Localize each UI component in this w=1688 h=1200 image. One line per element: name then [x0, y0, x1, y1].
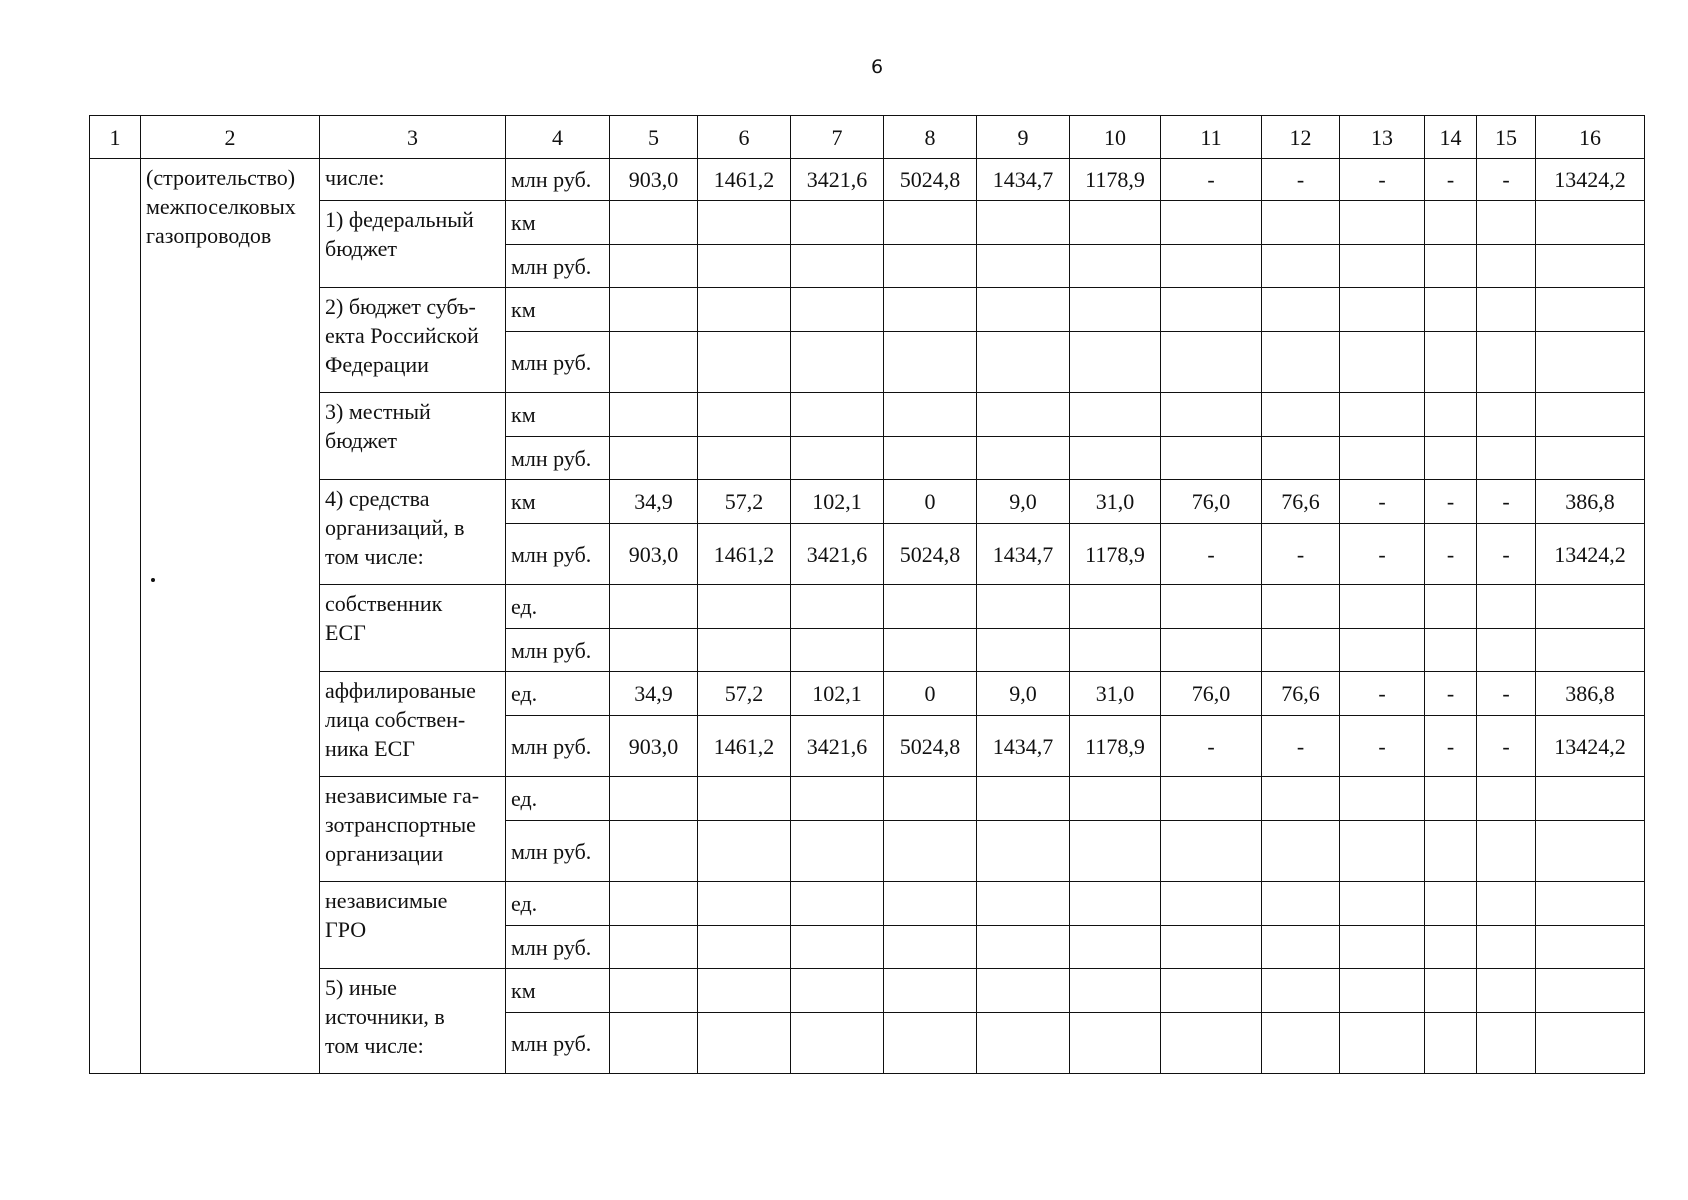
value-cell [977, 585, 1070, 629]
value-cell [1340, 437, 1425, 480]
value-cell [1070, 821, 1161, 882]
unit-cell: км [506, 288, 610, 332]
value-cell [1477, 777, 1536, 821]
header-cell: 7 [791, 116, 884, 159]
value-cell: - [1262, 524, 1340, 585]
value-cell [1262, 882, 1340, 926]
value-cell [1536, 201, 1645, 245]
value-cell [1477, 969, 1536, 1013]
table-row [90, 201, 1645, 245]
source-label-cell: аффилированые лица собствен- ника ЕСГ [320, 672, 506, 777]
value-cell [1425, 777, 1477, 821]
value-cell [1477, 332, 1536, 393]
value-cell [1070, 882, 1161, 926]
value-cell [977, 245, 1070, 288]
value-cell [1070, 777, 1161, 821]
value-cell [1425, 1013, 1477, 1074]
unit-cell: млн руб. [506, 821, 610, 882]
value-cell: 1434,7 [977, 716, 1070, 777]
value-cell [1536, 882, 1645, 926]
value-cell [698, 201, 791, 245]
value-cell [1477, 882, 1536, 926]
value-cell [1262, 821, 1340, 882]
value-cell [1536, 393, 1645, 437]
value-cell [698, 882, 791, 926]
value-cell: 13424,2 [1536, 159, 1645, 201]
value-cell [1262, 245, 1340, 288]
value-cell: 76,0 [1161, 672, 1262, 716]
value-cell [1425, 926, 1477, 969]
value-cell [610, 245, 698, 288]
value-cell [1161, 245, 1262, 288]
value-cell: - [1477, 480, 1536, 524]
table-row [90, 480, 1645, 524]
value-cell [1425, 882, 1477, 926]
value-cell [610, 629, 698, 672]
value-cell: - [1161, 716, 1262, 777]
value-cell [884, 969, 977, 1013]
value-cell [1340, 629, 1425, 672]
value-cell [884, 201, 977, 245]
value-cell [698, 393, 791, 437]
value-cell [1070, 332, 1161, 393]
value-cell [977, 969, 1070, 1013]
source-label-cell: 3) местный бюджет [320, 393, 506, 480]
unit-cell: млн руб. [506, 716, 610, 777]
value-cell [884, 245, 977, 288]
value-cell [1340, 245, 1425, 288]
value-cell: - [1340, 672, 1425, 716]
value-cell [1340, 288, 1425, 332]
header-cell: 1 [90, 116, 141, 159]
value-cell [1536, 437, 1645, 480]
unit-cell: млн руб. [506, 245, 610, 288]
value-cell [1340, 393, 1425, 437]
stray-dot-mark [151, 578, 155, 582]
value-cell [1477, 1013, 1536, 1074]
value-cell [610, 437, 698, 480]
table-row [90, 672, 1645, 716]
value-cell: 102,1 [791, 480, 884, 524]
value-cell [1477, 821, 1536, 882]
value-cell [1262, 969, 1340, 1013]
header-cell: 5 [610, 116, 698, 159]
value-cell [884, 926, 977, 969]
value-cell [977, 926, 1070, 969]
value-cell [610, 969, 698, 1013]
value-cell [1161, 585, 1262, 629]
value-cell: 3421,6 [791, 716, 884, 777]
value-cell [977, 629, 1070, 672]
value-cell [1262, 393, 1340, 437]
value-cell [610, 882, 698, 926]
value-cell: 0 [884, 672, 977, 716]
header-cell: 4 [506, 116, 610, 159]
value-cell [791, 882, 884, 926]
value-cell [791, 585, 884, 629]
value-cell [1477, 629, 1536, 672]
source-label-cell: 4) средства организаций, в том числе: [320, 480, 506, 585]
value-cell: - [1262, 159, 1340, 201]
value-cell: 1461,2 [698, 159, 791, 201]
value-cell: 5024,8 [884, 716, 977, 777]
table-row [90, 777, 1645, 821]
value-cell [791, 393, 884, 437]
value-cell [977, 777, 1070, 821]
unit-cell: км [506, 393, 610, 437]
table-row [90, 882, 1645, 926]
value-cell [884, 777, 977, 821]
value-cell [1070, 1013, 1161, 1074]
value-cell: 34,9 [610, 480, 698, 524]
value-cell: 1461,2 [698, 524, 791, 585]
value-cell: 903,0 [610, 159, 698, 201]
value-cell [1536, 245, 1645, 288]
value-cell [1477, 585, 1536, 629]
value-cell [1161, 332, 1262, 393]
value-cell [1161, 393, 1262, 437]
value-cell: 31,0 [1070, 480, 1161, 524]
unit-cell: км [506, 969, 610, 1013]
value-cell: - [1477, 672, 1536, 716]
header-cell: 9 [977, 116, 1070, 159]
value-cell [698, 1013, 791, 1074]
unit-cell: км [506, 201, 610, 245]
value-cell [610, 585, 698, 629]
value-cell [791, 629, 884, 672]
unit-cell: ед. [506, 672, 610, 716]
unit-cell: млн руб. [506, 332, 610, 393]
header-cell: 13 [1340, 116, 1425, 159]
value-cell [1161, 288, 1262, 332]
value-cell: - [1477, 524, 1536, 585]
unit-cell: млн руб. [506, 159, 610, 201]
header-cell: 3 [320, 116, 506, 159]
value-cell [1425, 288, 1477, 332]
value-cell [1425, 332, 1477, 393]
value-cell [1161, 926, 1262, 969]
value-cell [1425, 585, 1477, 629]
value-cell [791, 926, 884, 969]
value-cell [1340, 585, 1425, 629]
value-cell [698, 437, 791, 480]
table-row [90, 585, 1645, 629]
value-cell [1536, 969, 1645, 1013]
value-cell [1340, 969, 1425, 1013]
value-cell [884, 437, 977, 480]
value-cell [610, 1013, 698, 1074]
value-cell [791, 245, 884, 288]
value-cell [1425, 393, 1477, 437]
value-cell [791, 437, 884, 480]
header-cell: 12 [1262, 116, 1340, 159]
value-cell [1536, 629, 1645, 672]
value-cell: 1461,2 [698, 716, 791, 777]
budget-table [89, 115, 1645, 1074]
value-cell: 5024,8 [884, 159, 977, 201]
value-cell [1161, 629, 1262, 672]
value-cell [1425, 437, 1477, 480]
value-cell [1070, 629, 1161, 672]
value-cell [1536, 926, 1645, 969]
table-row [90, 288, 1645, 332]
value-cell [1340, 821, 1425, 882]
value-cell [1477, 288, 1536, 332]
value-cell: 13424,2 [1536, 716, 1645, 777]
table-row [90, 969, 1645, 1013]
value-cell: - [1425, 524, 1477, 585]
unit-cell: млн руб. [506, 629, 610, 672]
value-cell: 1434,7 [977, 159, 1070, 201]
value-cell [1070, 926, 1161, 969]
value-cell: - [1425, 672, 1477, 716]
value-cell [1161, 201, 1262, 245]
value-cell: 31,0 [1070, 672, 1161, 716]
value-cell [1477, 201, 1536, 245]
value-cell [1425, 201, 1477, 245]
value-cell: 1178,9 [1070, 524, 1161, 585]
value-cell [884, 585, 977, 629]
value-cell [1070, 201, 1161, 245]
value-cell [1070, 288, 1161, 332]
value-cell [1425, 969, 1477, 1013]
header-cell: 6 [698, 116, 791, 159]
header-cell: 10 [1070, 116, 1161, 159]
unit-cell: ед. [506, 777, 610, 821]
value-cell [1070, 393, 1161, 437]
unit-cell: ед. [506, 585, 610, 629]
value-cell [698, 245, 791, 288]
source-label-cell: 5) иные источники, в том числе: [320, 969, 506, 1074]
value-cell: - [1425, 716, 1477, 777]
page-number: 6 [870, 56, 884, 78]
value-cell: - [1477, 716, 1536, 777]
value-cell [1262, 201, 1340, 245]
value-cell [1262, 288, 1340, 332]
value-cell: 57,2 [698, 480, 791, 524]
value-cell [1262, 437, 1340, 480]
value-cell [1340, 332, 1425, 393]
value-cell [1340, 201, 1425, 245]
value-cell [1536, 288, 1645, 332]
value-cell: 903,0 [610, 524, 698, 585]
source-label-cell: независимые га- зотранспортные организации [320, 777, 506, 882]
value-cell: 386,8 [1536, 672, 1645, 716]
value-cell [791, 821, 884, 882]
value-cell: 1178,9 [1070, 159, 1161, 201]
value-cell [1536, 332, 1645, 393]
value-cell [698, 926, 791, 969]
value-cell [1161, 882, 1262, 926]
value-cell [791, 288, 884, 332]
source-label-cell: независимые ГРО [320, 882, 506, 969]
source-label-cell: 1) федеральный бюджет [320, 201, 506, 288]
value-cell: 0 [884, 480, 977, 524]
value-cell [791, 969, 884, 1013]
header-cell: 2 [141, 116, 320, 159]
header-cell: 15 [1477, 116, 1536, 159]
value-cell: - [1425, 480, 1477, 524]
value-cell [977, 1013, 1070, 1074]
value-cell [698, 969, 791, 1013]
value-cell: - [1340, 159, 1425, 201]
budget-table-wrapper [89, 115, 1645, 1074]
value-cell [1161, 437, 1262, 480]
value-cell: - [1161, 159, 1262, 201]
value-cell [1536, 821, 1645, 882]
value-cell [1477, 245, 1536, 288]
value-cell [1536, 585, 1645, 629]
value-cell [698, 629, 791, 672]
value-cell [1262, 1013, 1340, 1074]
value-cell: 3421,6 [791, 524, 884, 585]
value-cell [1262, 585, 1340, 629]
header-cell: 11 [1161, 116, 1262, 159]
value-cell [610, 332, 698, 393]
value-cell [977, 201, 1070, 245]
value-cell [1262, 332, 1340, 393]
value-cell [791, 201, 884, 245]
value-cell [884, 288, 977, 332]
value-cell: 76,6 [1262, 672, 1340, 716]
value-cell: 76,0 [1161, 480, 1262, 524]
value-cell [884, 882, 977, 926]
value-cell [1340, 1013, 1425, 1074]
value-cell [1477, 393, 1536, 437]
value-cell: - [1262, 716, 1340, 777]
unit-cell: млн руб. [506, 437, 610, 480]
value-cell [1340, 882, 1425, 926]
unit-cell: ед. [506, 882, 610, 926]
header-cell: 16 [1536, 116, 1645, 159]
value-cell: - [1425, 159, 1477, 201]
value-cell [1536, 777, 1645, 821]
value-cell [884, 393, 977, 437]
value-cell [1262, 926, 1340, 969]
value-cell: - [1340, 716, 1425, 777]
value-cell [698, 332, 791, 393]
value-cell [791, 1013, 884, 1074]
value-cell: - [1340, 524, 1425, 585]
value-cell [1477, 437, 1536, 480]
value-cell [610, 821, 698, 882]
value-cell: 903,0 [610, 716, 698, 777]
value-cell [610, 201, 698, 245]
unit-cell: млн руб. [506, 926, 610, 969]
source-label-cell: 2) бюджет субъ- екта Российской Федерации [320, 288, 506, 393]
value-cell [1425, 821, 1477, 882]
unit-cell: млн руб. [506, 1013, 610, 1074]
value-cell: 5024,8 [884, 524, 977, 585]
table-row [90, 393, 1645, 437]
value-cell [1161, 821, 1262, 882]
value-cell [977, 393, 1070, 437]
value-cell [610, 926, 698, 969]
value-cell [698, 777, 791, 821]
value-cell [791, 777, 884, 821]
value-cell [1070, 969, 1161, 1013]
value-cell [610, 393, 698, 437]
value-cell: - [1477, 159, 1536, 201]
value-cell [977, 288, 1070, 332]
value-cell [1340, 926, 1425, 969]
value-cell [1425, 245, 1477, 288]
value-cell: 57,2 [698, 672, 791, 716]
value-cell: - [1161, 524, 1262, 585]
value-cell: 9,0 [977, 480, 1070, 524]
value-cell [977, 821, 1070, 882]
value-cell [1262, 777, 1340, 821]
source-label-cell: собственник ЕСГ [320, 585, 506, 672]
value-cell: 3421,6 [791, 159, 884, 201]
value-cell [977, 437, 1070, 480]
value-cell [1425, 629, 1477, 672]
value-cell [1477, 926, 1536, 969]
value-cell [610, 777, 698, 821]
col1-cell [90, 159, 141, 1074]
value-cell [698, 585, 791, 629]
source-label-cell: числе: [320, 159, 506, 201]
value-cell: 9,0 [977, 672, 1070, 716]
value-cell [791, 332, 884, 393]
value-cell [1070, 245, 1161, 288]
value-cell [977, 882, 1070, 926]
unit-cell: км [506, 480, 610, 524]
value-cell [1340, 777, 1425, 821]
value-cell [1262, 629, 1340, 672]
value-cell [884, 629, 977, 672]
unit-cell: млн руб. [506, 524, 610, 585]
value-cell [977, 332, 1070, 393]
value-cell: - [1340, 480, 1425, 524]
value-cell [1070, 585, 1161, 629]
value-cell [884, 332, 977, 393]
value-cell: 34,9 [610, 672, 698, 716]
value-cell: 386,8 [1536, 480, 1645, 524]
header-row [90, 116, 1645, 159]
value-cell [698, 821, 791, 882]
value-cell [884, 821, 977, 882]
value-cell [1161, 777, 1262, 821]
table-row [90, 159, 1645, 201]
value-cell [1070, 437, 1161, 480]
header-cell: 8 [884, 116, 977, 159]
value-cell: 1178,9 [1070, 716, 1161, 777]
value-cell [1536, 1013, 1645, 1074]
object-name-cell: (строительство) межпоселковых газопроводов [141, 159, 320, 1074]
value-cell [610, 288, 698, 332]
header-cell: 14 [1425, 116, 1477, 159]
value-cell: 13424,2 [1536, 524, 1645, 585]
value-cell: 102,1 [791, 672, 884, 716]
value-cell: 1434,7 [977, 524, 1070, 585]
value-cell [884, 1013, 977, 1074]
value-cell [1161, 1013, 1262, 1074]
value-cell: 76,6 [1262, 480, 1340, 524]
value-cell [1161, 969, 1262, 1013]
value-cell [698, 288, 791, 332]
